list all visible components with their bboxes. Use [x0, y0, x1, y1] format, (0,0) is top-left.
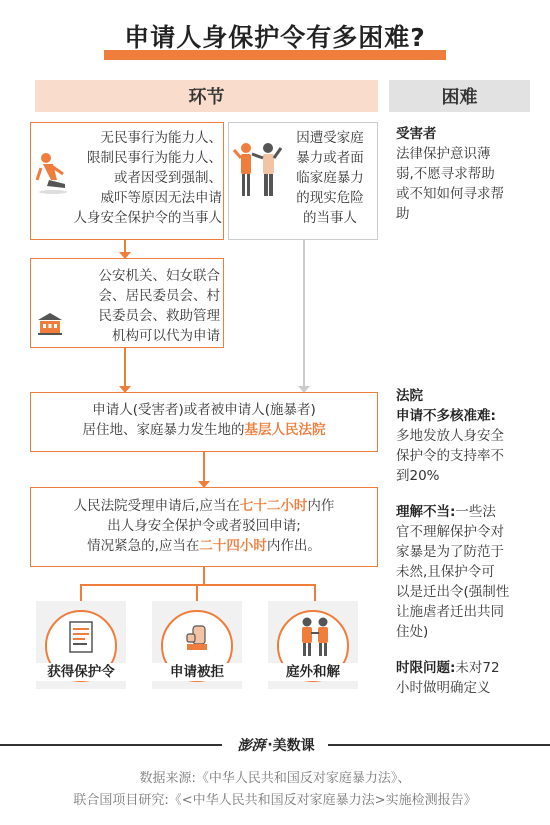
document-icon — [68, 620, 96, 656]
header-stage: 环节 — [35, 80, 378, 112]
box1-line: 无民事行为能力人、 — [100, 130, 222, 146]
box4-text — [34, 400, 374, 440]
connector-b4-b5 — [203, 452, 205, 487]
box2-line: 临家庭暴力 — [296, 170, 364, 186]
header-difficulty: 困难 — [389, 80, 530, 112]
box5-line3 — [34, 536, 374, 556]
brand-logo-mark: 澎湃 — [237, 738, 266, 754]
box2-line: 因遭受家庭 — [296, 130, 364, 146]
difficulty-victim-line: 助 — [396, 206, 410, 222]
stop-hand-icon — [184, 622, 212, 652]
box2-line: 的当事人 — [303, 210, 357, 226]
difficulty-victim — [396, 124, 536, 224]
box1-line: 限制民事行为能力人、 — [87, 150, 222, 166]
difficulty-misunderstand-line: 官不理解保护令对 — [396, 524, 504, 540]
difficulty-court-subheading: 申请不多核准难: — [396, 408, 496, 424]
domestic-violence-icon — [232, 140, 284, 204]
box5-l3-pre: 情况紧急的,应当在 — [87, 538, 200, 554]
box4-court-highlight: 基层人民法院 — [244, 422, 326, 438]
footer-rule-right — [328, 744, 550, 746]
box2-line: 的现实危险 — [296, 190, 364, 206]
difficulty-misunderstand-line: 家暴是为了防范于 — [396, 544, 504, 560]
box2-line: 暴力或者面 — [296, 150, 364, 166]
difficulty-misunderstand-line: 以是迁出令(强制性 — [396, 584, 510, 600]
outcome-label-settled: 庭外和解 — [261, 663, 365, 681]
difficulty-misunderstand-first — [396, 502, 536, 522]
title-wrap — [0, 18, 550, 54]
box3-line: 民委员会、救助管理 — [98, 308, 220, 324]
connector-outcome-branch — [80, 584, 316, 586]
connector-b1-b3 — [124, 240, 126, 258]
box5-24h-highlight: 二十四小时 — [199, 538, 267, 554]
difficulty-misunderstand-heading: 理解不当: — [396, 504, 456, 520]
box1-line: 人身安全保护令的当事人 — [73, 210, 222, 226]
connector-b5-outcomes — [203, 567, 205, 585]
box5-line2: 出人身安全保护令或者驳回申请; — [107, 518, 301, 534]
box4-line2 — [34, 420, 374, 440]
difficulty-misunderstand-line: 让施虐者迁出共同 — [396, 604, 504, 620]
difficulty-misunderstand-line: 未然,且保护令可 — [396, 564, 495, 580]
building-icon — [36, 312, 64, 336]
difficulty-victim-line: 法律保护意识薄 — [396, 146, 491, 162]
difficulty-misunderstand-line: 住处) — [396, 624, 429, 640]
box5-text — [34, 496, 374, 556]
box5-line1 — [34, 496, 374, 516]
page-title: 申请人身保护令有多困难? — [124, 23, 426, 52]
box3-text — [70, 266, 220, 346]
difficulty-victim-line: 弱,不愿寻求帮助 — [396, 166, 495, 182]
difficulty-time-heading: 时限问题: — [396, 660, 456, 676]
box5-l1-pre: 人民法院受理申请后,应当在 — [73, 498, 240, 514]
difficulty-victim-line: 或不知如何寻求帮 — [396, 186, 504, 202]
source-line-2: 联合国项目研究:《<中华人民共和国反对家庭暴力法>实施检测报告》 — [73, 793, 477, 808]
difficulty-court-line: 保护令的支持率不 — [396, 448, 504, 464]
outcome-label-granted: 获得保护令 — [29, 663, 133, 681]
connector-b2-b4 — [303, 240, 305, 392]
box4-line2-pre: 居住地、家庭暴力发生地的 — [82, 422, 245, 438]
difficulty-court-heading: 法院 — [396, 388, 423, 404]
difficulty-court-line: 多地发放人身安全 — [396, 428, 504, 444]
difficulty-misunderstand-first-text: 一些法 — [455, 504, 496, 520]
box3-line: 会、居民委员会、村 — [98, 288, 220, 304]
difficulty-time-first — [396, 658, 536, 678]
two-people-icon — [298, 616, 332, 658]
difficulty-time-first-text: 未对72 — [455, 660, 500, 676]
brand-logo-separator: · — [267, 737, 273, 753]
difficulty-time-line2: 小时做明确定义 — [396, 680, 491, 696]
brand-logo-text: 美数课 — [272, 738, 315, 754]
difficulty-misunderstanding — [396, 502, 536, 642]
source-line-1: 数据来源:《中华人民共和国反对家庭暴力法》、 — [139, 771, 411, 786]
connector-b3-b4 — [124, 348, 126, 392]
difficulty-court-line: 到20% — [396, 468, 440, 484]
box1-text — [64, 128, 222, 228]
box1-line: 威吓等原因无法申请 — [100, 190, 222, 206]
box5-72h-highlight: 七十二小时 — [239, 498, 308, 514]
difficulty-victim-heading: 受害者 — [396, 126, 437, 142]
difficulty-time-limit — [396, 658, 536, 698]
difficulty-court — [396, 386, 536, 486]
box3-line: 机构可以代为申请 — [112, 328, 220, 344]
box3-line: 公安机关、妇女联合 — [98, 268, 220, 284]
footer-rule-left — [0, 744, 222, 746]
box1-line: 或者因受到强制、 — [114, 170, 222, 186]
outcome-label-rejected: 申请被拒 — [145, 663, 249, 681]
box5-l1-post: 内作 — [307, 498, 335, 514]
box2-text — [286, 128, 374, 228]
brand-logo — [224, 733, 328, 757]
box4-line1: 申请人(受害者)或者被申请人(施暴者) — [92, 402, 316, 418]
box5-l3-post: 内作出。 — [266, 538, 321, 554]
